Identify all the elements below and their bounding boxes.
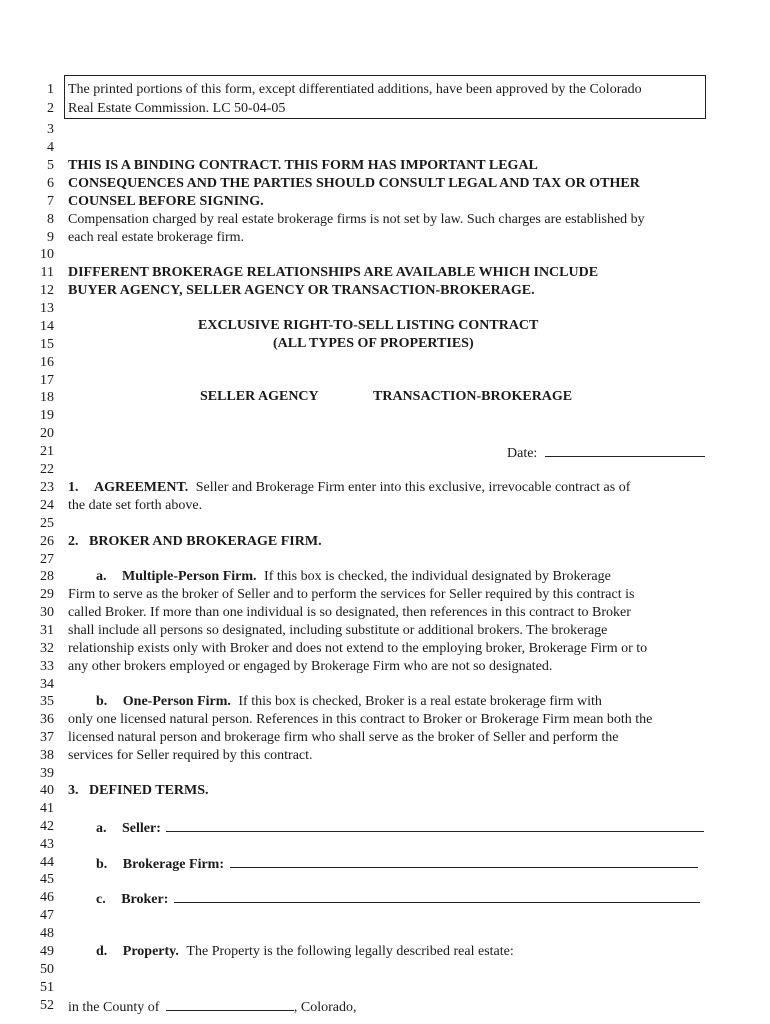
s2a-text-2: Firm to serve as the broker of Seller and to perform the services for Seller required by this contract is: [68, 587, 635, 602]
line-number: 8: [47, 212, 54, 227]
property-text: The Property is the following legally described real estate:: [186, 944, 514, 959]
broker-label: Broker:: [121, 892, 169, 907]
line-number: 31: [40, 623, 54, 638]
relationships-text-1: DIFFERENT BROKERAGE RELATIONSHIPS ARE AVAILABLE WHICH INCLUDE: [68, 265, 599, 280]
line-number: 39: [40, 766, 54, 781]
s3a-label: a.: [96, 821, 107, 836]
date-field[interactable]: [545, 443, 705, 457]
broker-field[interactable]: [174, 889, 700, 903]
broker-line: [0, 889, 770, 907]
line-number: 16: [40, 355, 54, 370]
s2a-text-3: called Broker. If more than one individual is so designated, then references in this contract to Broker: [68, 605, 631, 620]
brokerage-firm-field[interactable]: [230, 854, 698, 868]
notice-line-1: [0, 81, 770, 99]
compensation-line-1: [0, 211, 770, 229]
line-number: 28: [40, 569, 54, 584]
warning-text-3: COUNSEL BEFORE SIGNING.: [68, 194, 264, 209]
s2b-text-1: If this box is checked, Broker is a real estate brokerage firm with: [238, 694, 602, 709]
line-number: 42: [40, 819, 54, 834]
line-number: 23: [40, 480, 54, 495]
line-number: 41: [40, 801, 54, 816]
line-number: 27: [40, 552, 54, 567]
date-line: [0, 443, 770, 461]
line-number: 35: [40, 694, 54, 709]
county-suffix: , Colorado,: [293, 1000, 357, 1015]
contract-title: EXCLUSIVE RIGHT-TO-SELL LISTING CONTRACT: [198, 318, 539, 333]
property-heading: Property.: [122, 944, 179, 959]
warning-line-1: [0, 157, 770, 175]
line-number: 32: [40, 641, 54, 656]
multiple-person-firm-heading[interactable]: Multiple-Person Firm.: [122, 569, 257, 584]
compensation-line-2: [0, 229, 770, 247]
s2a-text-5: relationship exists only with Broker and does not extend to the employing broker, Brokerage Firm or to: [68, 641, 648, 656]
line-number: 26: [40, 534, 54, 549]
line-number: 34: [40, 677, 54, 692]
s2b-text-3: licensed natural person and brokerage firm who shall serve as the broker of Seller and perform the: [68, 730, 619, 745]
section2-heading-line: [0, 533, 770, 551]
property-line: [0, 943, 770, 961]
line-number: 48: [40, 926, 54, 941]
line-number: 21: [40, 444, 54, 459]
line-number: 52: [40, 998, 54, 1013]
line-number: 19: [40, 408, 54, 423]
line-number: 17: [40, 373, 54, 388]
s2a-text-4: shall include all persons so designated, including substitute or additional brokers. The brokerage: [68, 623, 608, 638]
line-number: 46: [40, 890, 54, 905]
notice-text-2: Real Estate Commission. LC 50-04-05: [68, 101, 286, 116]
line-number: 43: [40, 837, 54, 852]
line-number: 29: [40, 587, 54, 602]
county-prefix: in the County of: [68, 1000, 160, 1015]
line-number: 10: [40, 247, 54, 262]
seller-field[interactable]: [166, 818, 704, 832]
line-number: 49: [40, 944, 54, 959]
s3d-label: d.: [96, 944, 108, 959]
brokerage-firm-label: Brokerage Firm:: [122, 857, 225, 872]
agreement-number: 1.: [68, 480, 79, 495]
line-number: 50: [40, 962, 54, 977]
date-label: Date:: [507, 446, 538, 461]
warning-text-1: THIS IS A BINDING CONTRACT. THIS FORM HAS IMPORTANT LEGAL: [68, 158, 538, 173]
line-number: 7: [47, 194, 54, 209]
seller-label: Seller:: [122, 821, 161, 836]
line-number: 51: [40, 980, 54, 995]
transaction-brokerage-option[interactable]: TRANSACTION-BROKERAGE: [373, 389, 573, 404]
line-number: 24: [40, 498, 54, 513]
line-number: 1: [47, 82, 54, 97]
s2a-line-1: [0, 568, 770, 586]
line-number: 14: [40, 319, 54, 334]
brokerage-firm-line: [0, 854, 770, 872]
line-number: 33: [40, 659, 54, 674]
line-number: 25: [40, 516, 54, 531]
one-person-firm-heading[interactable]: One-Person Firm.: [122, 694, 231, 709]
line-number: 45: [40, 872, 54, 887]
s2a-label: a.: [96, 569, 107, 584]
line-number: 47: [40, 908, 54, 923]
compensation-text-2: each real estate brokerage firm.: [68, 230, 245, 245]
line-number: 20: [40, 426, 54, 441]
s3b-label: b.: [96, 857, 108, 872]
line-number: 12: [40, 283, 54, 298]
section2-heading: 2. BROKER AND BROKERAGE FIRM.: [68, 534, 322, 549]
line-number: 30: [40, 605, 54, 620]
line-number: 3: [47, 122, 54, 137]
seller-line: [0, 818, 770, 836]
line-number: 15: [40, 337, 54, 352]
s3c-label: c.: [96, 892, 106, 907]
agreement-line-2: [0, 497, 770, 515]
s2b-label: b.: [96, 694, 108, 709]
line-number: 9: [47, 230, 54, 245]
line-number: 11: [40, 265, 54, 280]
relationships-text-2: BUYER AGENCY, SELLER AGENCY OR TRANSACTION-BROKERAGE.: [68, 283, 535, 298]
s2a-text-1: If this box is checked, the individual designated by Brokerage: [264, 569, 611, 584]
line-number: 40: [40, 783, 54, 798]
line-number: 44: [40, 855, 54, 870]
line-number: 13: [40, 301, 54, 316]
line-number: 36: [40, 712, 54, 727]
s2b-line-1: [0, 693, 770, 711]
county-field[interactable]: [166, 997, 294, 1011]
warning-line-3: [0, 193, 770, 211]
agreement-text-1: Seller and Brokerage Firm enter into this exclusive, irrevocable contract as of: [195, 480, 631, 495]
s2b-text-4: services for Seller required by this contract.: [68, 748, 313, 763]
line-number: 37: [40, 730, 54, 745]
compensation-text-1: Compensation charged by real estate brokerage firms is not set by law. Such charges are established by: [68, 212, 645, 227]
line-number: 6: [47, 176, 54, 191]
agreement-heading: AGREEMENT.: [94, 480, 189, 495]
s2b-text-2: only one licensed natural person. References in this contract to Broker or Brokerage Firm mean both the: [68, 712, 653, 727]
notice-line-2: [0, 100, 770, 118]
seller-agency-option[interactable]: SELLER AGENCY: [200, 389, 319, 404]
notice-text-1: The printed portions of this form, except differentiated additions, have been approved by the Colorado: [68, 82, 642, 97]
s2a-text-6: any other brokers employed or engaged by Brokerage Firm who are not so designated.: [68, 659, 553, 674]
line-number: 4: [47, 140, 54, 155]
agreement-text-2: the date set forth above.: [68, 498, 203, 513]
relationships-line-2: [0, 282, 770, 300]
county-line: [0, 997, 770, 1015]
section3-heading: 3. DEFINED TERMS.: [68, 783, 209, 798]
contract-subtitle: (ALL TYPES OF PROPERTIES): [273, 336, 474, 351]
line-number: 18: [40, 390, 54, 405]
line-number: 38: [40, 748, 54, 763]
line-number: 5: [47, 158, 54, 173]
section3-heading-line: [0, 782, 770, 800]
warning-line-2: [0, 175, 770, 193]
line-number: 2: [47, 101, 54, 116]
line-number: 22: [40, 462, 54, 477]
relationships-line-1: [0, 264, 770, 282]
agreement-line-1: [0, 479, 770, 497]
warning-text-2: CONSEQUENCES AND THE PARTIES SHOULD CONSULT LEGAL AND TAX OR OTHER: [68, 176, 640, 191]
